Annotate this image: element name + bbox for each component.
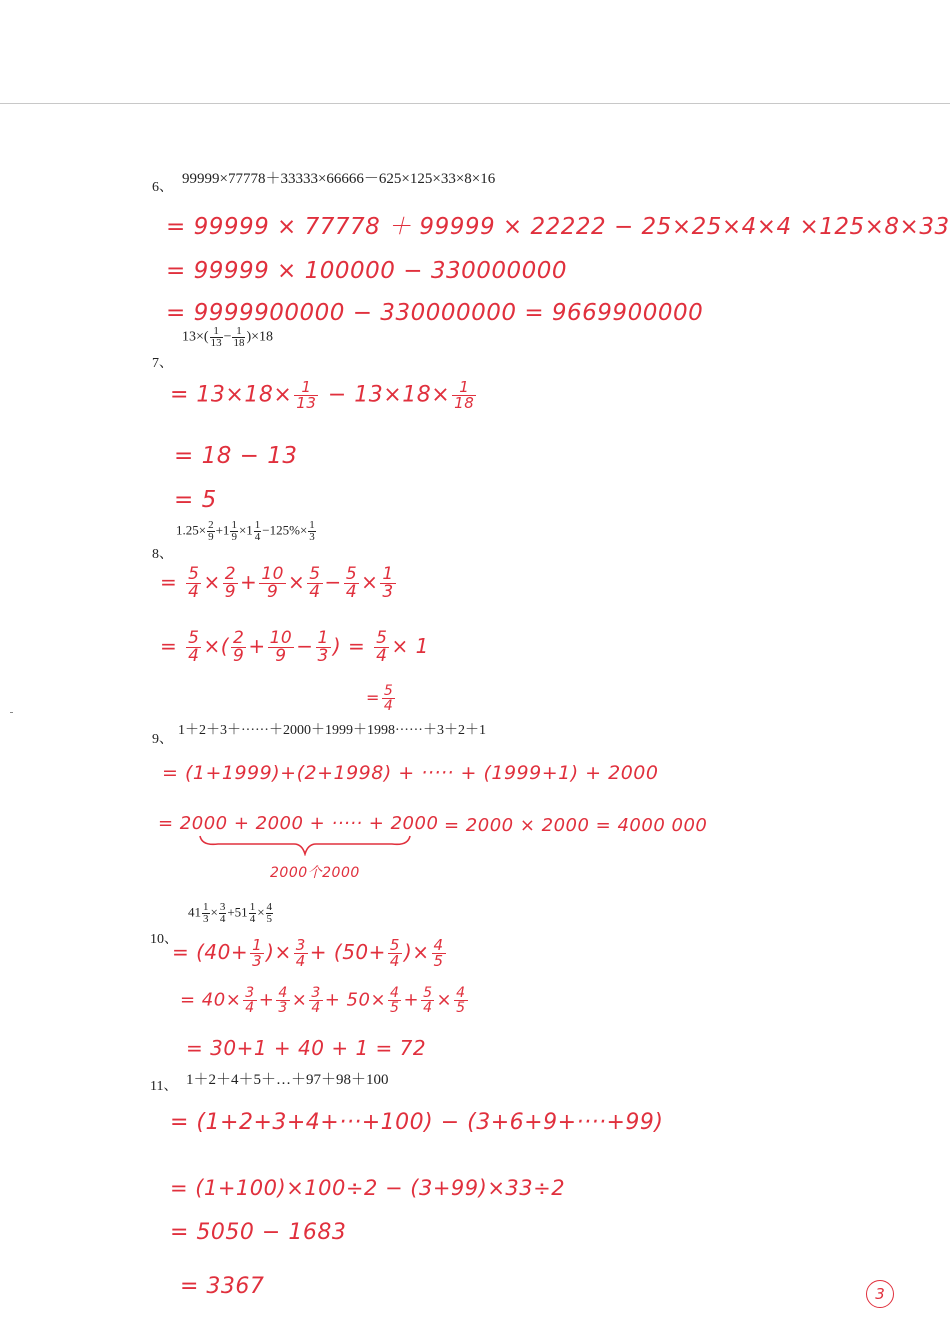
denominator: 4 [345,582,358,602]
handwritten-step [160,630,429,665]
problem-expression: 99999×77778＋33333×66666－625×125×33×8×16 [182,171,496,187]
handwritten-step: = 3367 [180,1274,265,1299]
fraction [268,630,295,665]
numerator: 5 [376,628,388,648]
expr-part: 1.25× [176,522,207,538]
fraction [254,520,262,543]
denominator: 5 [390,1000,400,1016]
numerator: 2 [233,628,245,648]
denominator: 4 [389,952,400,970]
denominator: 4 [254,531,261,543]
fraction [210,326,223,349]
denominator: 4 [219,913,226,925]
step-part: ×( [203,634,230,658]
numerator: 5 [188,628,200,648]
step-part: + [240,570,258,594]
denominator: 9 [233,646,245,666]
step-part: + 50× [324,989,387,1011]
fraction [232,326,245,349]
denominator: 9 [275,646,287,666]
expr-part: ×1 [238,522,253,538]
numerator: 3 [311,985,321,1001]
step-part: ) = [332,634,366,658]
problem-number: 11、 [150,1079,178,1094]
handwritten-step: = 18 − 13 [174,443,298,469]
numerator: 1 [210,326,223,338]
step-part: = 13×18× [170,382,293,408]
step-part: − 13×18× [320,382,451,408]
denominator: 9 [208,531,214,543]
numerator: 1 [231,519,237,531]
numerator: 2 [208,519,214,531]
handwritten-step [366,684,397,713]
fraction [309,986,322,1015]
numerator: 1 [452,380,476,396]
step-part: + (50+ [309,940,386,964]
problem-number: 9、 [152,732,173,747]
handwritten-step [160,566,398,601]
denominator: 4 [249,913,256,925]
numerator: 4 [278,985,288,1001]
denominator: 18 [233,337,245,349]
handwritten-step: = 99999 × 100000 − 330000000 [166,258,568,284]
scan-speck [10,712,13,713]
numerator: 1 [254,519,261,531]
denominator: 3 [317,646,329,666]
problem-number: 8、 [152,547,173,562]
fraction [308,520,316,543]
denominator: 4 [383,698,394,714]
step-part: × [287,570,306,594]
handwritten-step [172,938,448,969]
numerator: 4 [456,985,466,1001]
problem-expression: 1＋2＋3＋······＋2000＋1999＋1998······＋3＋2＋1 [178,723,486,738]
handwritten-step: = 9999900000 − 330000000 = 9669900000 [166,300,704,326]
fraction [316,630,331,665]
denominator: 4 [188,582,200,602]
denominator: 4 [423,1000,433,1016]
problem-expression: 1＋2＋4＋5＋…＋97＋98＋100 [186,1072,389,1088]
numerator: 1 [252,936,263,954]
fraction [388,938,402,969]
handwritten-step: = 5 [174,487,217,513]
fraction [266,902,274,925]
handwritten-step: = 5050 − 1683 [170,1220,347,1245]
step-part: = 40× [180,989,242,1011]
numerator: 3 [219,901,226,913]
fraction [276,986,289,1015]
numerator: 1 [203,901,209,913]
fraction [382,684,395,713]
numerator: 1 [294,380,318,396]
expr-part: × [210,904,218,920]
denominator: 4 [188,646,200,666]
expr-part: 41 [188,904,201,920]
denominator: 9 [266,582,279,602]
numerator: 3 [245,985,255,1001]
step-part: + [258,989,275,1011]
denominator: 4 [245,1000,255,1016]
problem-expression [176,520,317,543]
numerator: 5 [309,564,321,584]
step-part: − [324,570,342,594]
fraction [219,902,227,925]
numerator: 5 [345,564,358,584]
problem-number: 7、 [152,356,173,371]
expr-part: +51 [227,904,248,920]
numerator: 5 [423,985,433,1001]
top-rule [0,103,950,104]
expr-part: 13×( [182,329,209,345]
problem-expression [182,326,273,349]
numerator: 5 [389,936,400,954]
expr-part: × [257,904,265,920]
handwritten-step: = 2000 + 2000 + ····· + 2000 [158,813,439,834]
step-part: = (40+ [172,940,249,964]
step-part: × [291,989,308,1011]
handwritten-step [170,380,478,411]
denominator: 3 [252,952,263,970]
fraction [344,566,359,601]
denominator: 4 [311,1000,321,1016]
denominator: 13 [296,394,317,412]
denominator: 5 [456,1000,466,1016]
numerator: 2 [224,564,237,584]
fraction [432,938,446,969]
handwritten-step [180,986,470,1015]
numerator: 1 [232,326,245,338]
numerator: 4 [266,901,273,913]
numerator: 10 [269,628,293,648]
step-part: + [248,634,266,658]
numerator: 1 [317,628,329,648]
numerator: 4 [433,936,444,954]
fraction [454,986,467,1015]
handwritten-step: = 30+1 + 40 + 1 = 72 [186,1036,427,1060]
denominator: 3 [382,582,394,602]
brace-label: 2000个2000 [270,865,360,881]
handwritten-step: = 99999 × 77778 ＋ 99999 × 22222 − 25×25×4×4 ×125×8×33 [166,214,950,240]
handwritten-step: = (1+100)×100÷2 − (3+99)×33÷2 [170,1176,566,1200]
page-number: 3 [866,1280,894,1308]
fraction [207,520,215,543]
denominator: 4 [295,952,306,970]
fraction [250,938,264,969]
handwritten-step: = (1+2+3+4+···+100) − (3+6+9+····+99) [170,1110,664,1135]
fraction [231,630,246,665]
problem-number: 10、 [150,932,178,947]
denominator: 5 [433,952,444,970]
problem-expression [188,902,274,925]
numerator: 1 [382,564,394,584]
fraction [186,566,201,601]
expr-part: +1 [215,522,230,538]
step-part: − [296,634,314,658]
fraction [388,986,401,1015]
expr-part: )×18 [246,329,274,345]
denominator: 3 [278,1000,288,1016]
denominator: 13 [210,337,222,349]
step-part: × [203,570,221,594]
denominator: 18 [454,394,475,412]
denominator: 9 [224,582,237,602]
denominator: 9 [231,531,237,543]
step-part: + [403,989,420,1011]
fraction [202,902,210,925]
numerator: 1 [249,901,256,913]
denominator: 4 [376,646,388,666]
fraction [294,380,318,411]
fraction [380,566,395,601]
denominator: 3 [309,531,315,543]
fraction [452,380,476,411]
handwritten-step: = 2000 × 2000 = 4000 000 [444,815,708,836]
numerator: 5 [383,683,394,699]
numerator: 10 [261,564,284,584]
step-part: )× [266,940,292,964]
fraction [374,630,389,665]
step-part: × [361,570,379,594]
fraction [230,520,238,543]
fraction [186,630,201,665]
numerator: 4 [390,985,400,1001]
numerator: 3 [295,936,306,954]
fraction [294,938,308,969]
step-part: × 1 [391,634,429,658]
step-part: )× [403,940,430,964]
underbrace [198,832,412,856]
step-part: = [160,570,178,594]
expr-part: − [223,329,232,345]
handwritten-step: = (1+1999)+(2+1998) + ····· + (1999+1) + 2000 [162,762,659,784]
fraction [421,986,434,1015]
fraction [223,566,238,601]
fraction [249,902,257,925]
step-part: = [160,634,178,658]
problem-number: 6、 [152,180,173,195]
denominator: 3 [203,913,209,925]
step-part: × [436,989,453,1011]
expr-part: −125%× [262,522,308,538]
denominator: 5 [266,913,273,925]
fraction [307,566,322,601]
step-part: = [366,688,380,707]
numerator: 5 [188,564,200,584]
fraction [243,986,256,1015]
numerator: 1 [309,519,315,531]
fraction [259,566,286,601]
denominator: 4 [309,582,321,602]
